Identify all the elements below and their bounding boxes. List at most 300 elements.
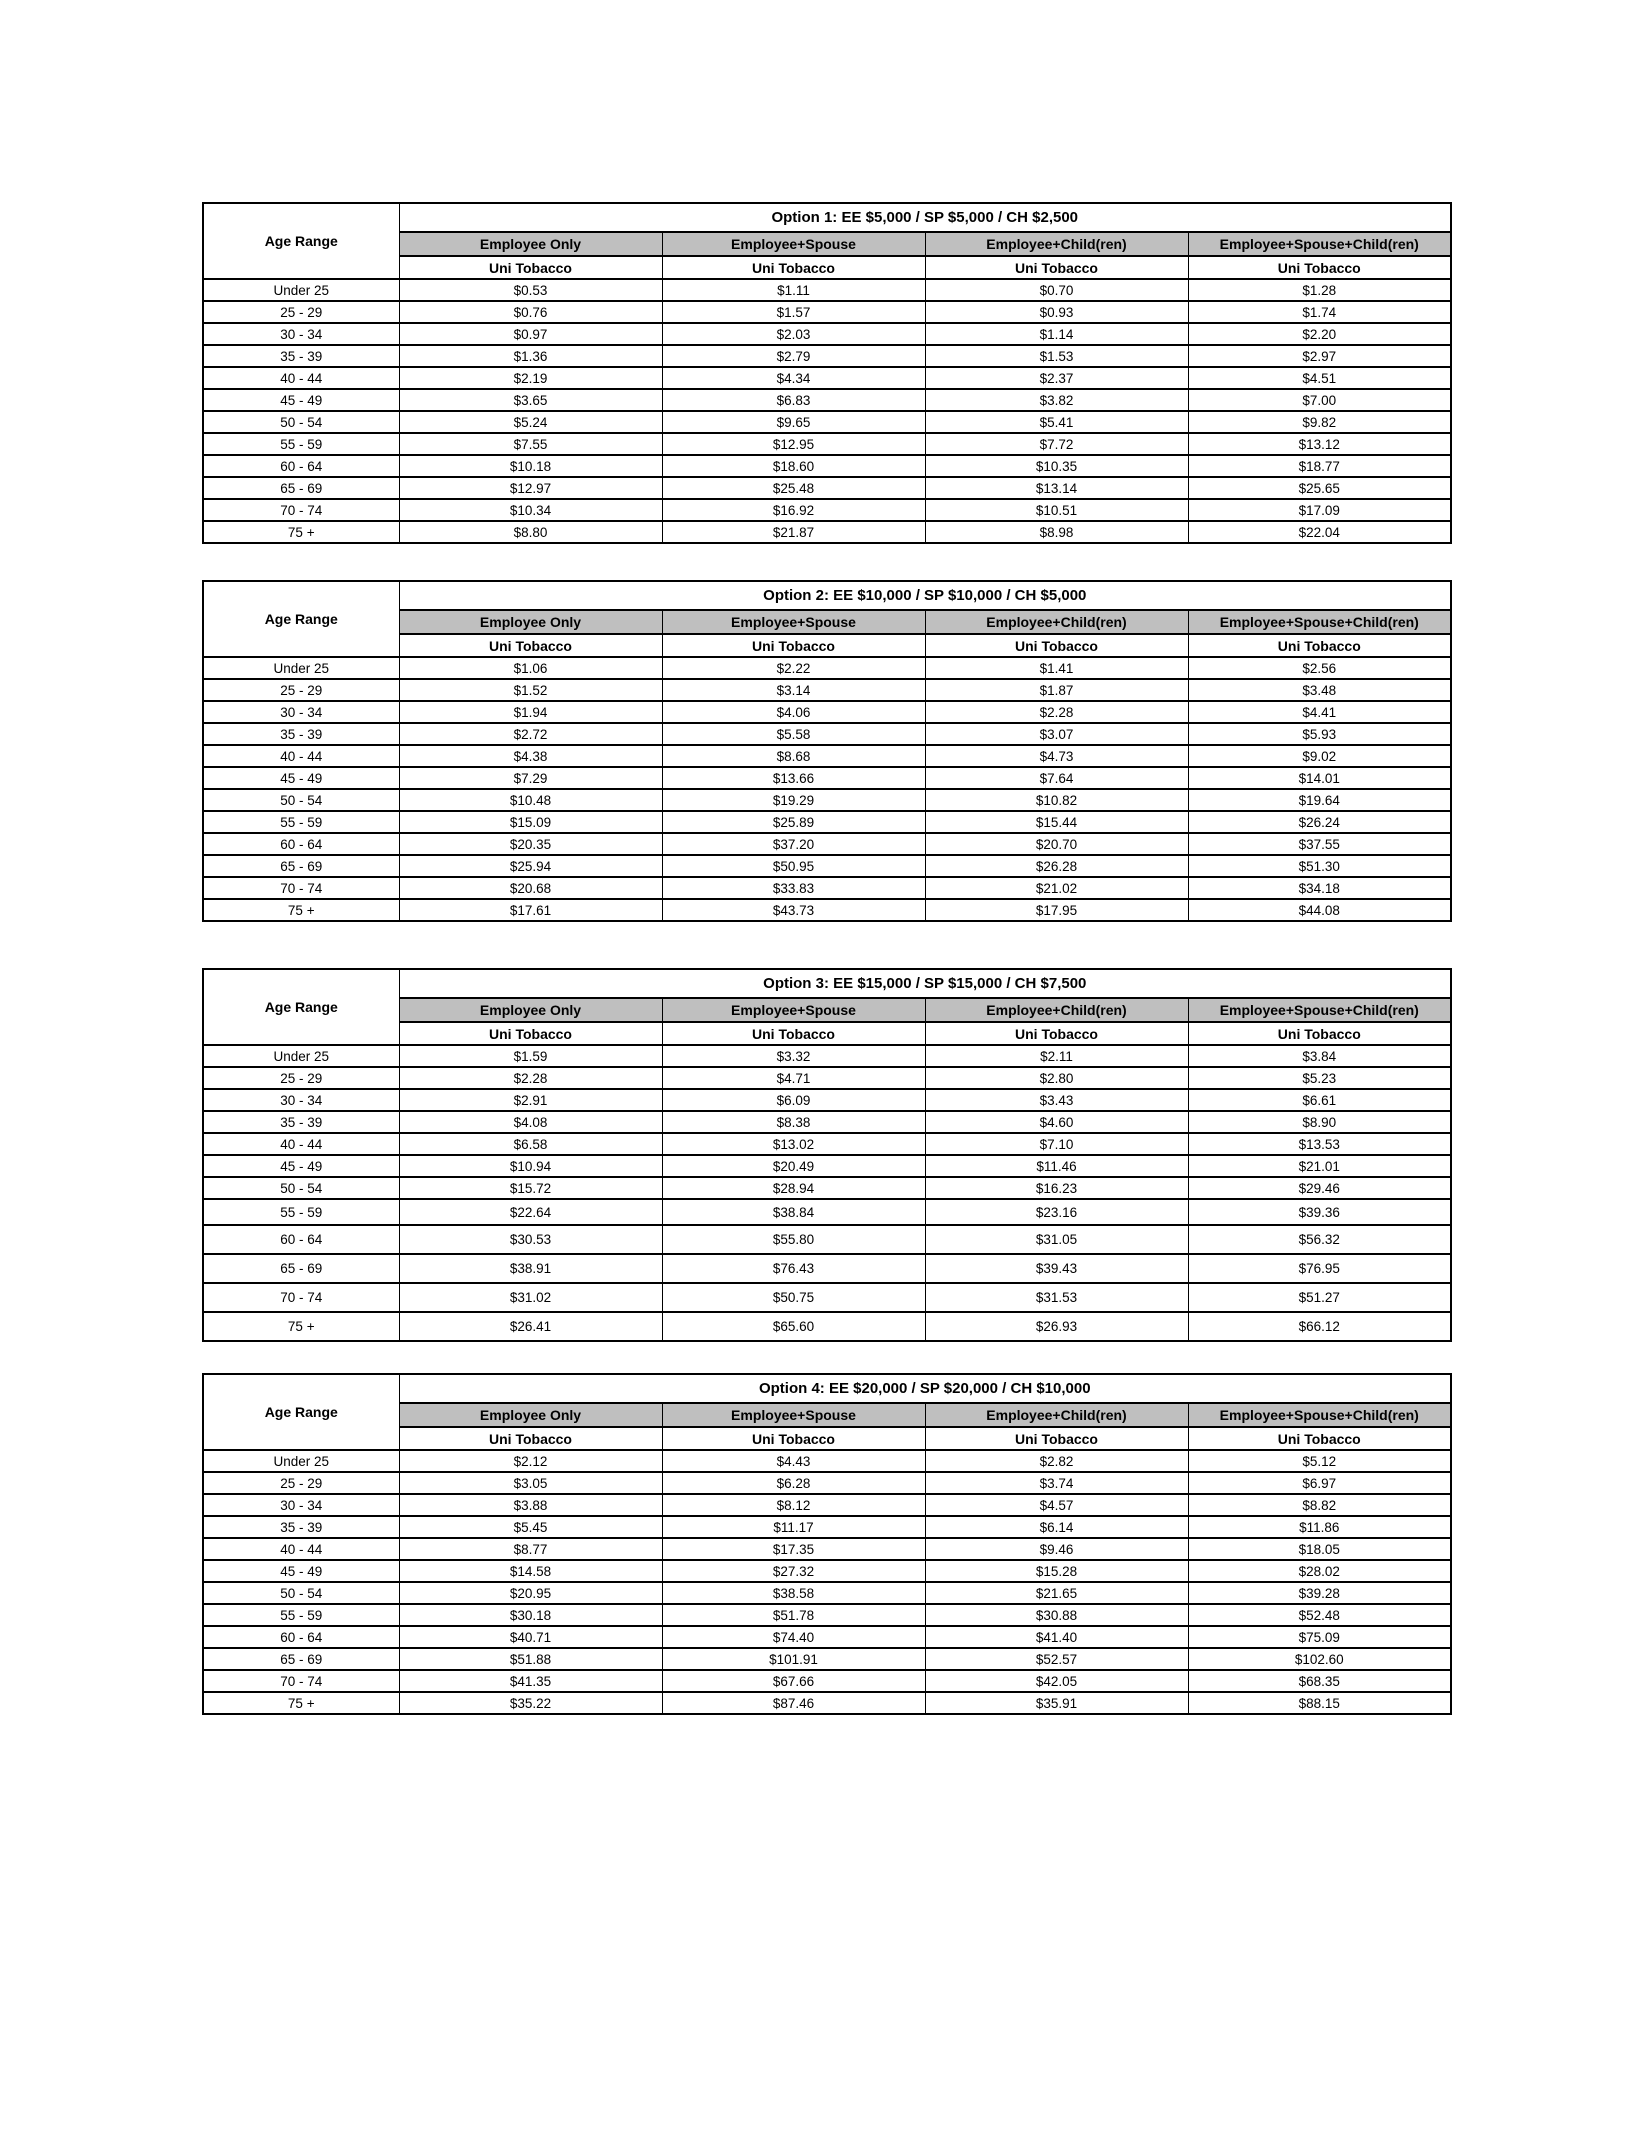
rate-cell: $4.38 [399,745,662,767]
age-range-header: Age Range [203,1374,399,1450]
rate-cell: $56.32 [1188,1225,1451,1254]
tobacco-subheader: Uni Tobacco [1188,634,1451,657]
rate-cell: $31.53 [925,1283,1188,1312]
rate-row [203,301,1451,323]
rate-cell: $39.36 [1188,1199,1451,1225]
rate-cell: $30.88 [925,1604,1188,1626]
rate-row [203,745,1451,767]
rate-cell: $20.70 [925,833,1188,855]
rate-cell: $3.84 [1188,1045,1451,1067]
rate-cell: $30.18 [399,1604,662,1626]
age-range-cell: 30 - 34 [203,1089,399,1111]
option-title: Option 3: EE $15,000 / SP $15,000 / CH $7,500 [399,969,1451,998]
rate-cell: $1.57 [662,301,925,323]
rate-cell: $2.22 [662,657,925,679]
rate-cell: $8.77 [399,1538,662,1560]
age-range-cell: 55 - 59 [203,1604,399,1626]
rate-cell: $75.09 [1188,1626,1451,1648]
rate-cell: $18.77 [1188,455,1451,477]
age-range-cell: 50 - 54 [203,411,399,433]
rate-cell: $2.79 [662,345,925,367]
rate-cell: $7.55 [399,433,662,455]
rate-row [203,1089,1451,1111]
rate-row [203,1045,1451,1067]
age-range-cell: 75 + [203,1692,399,1714]
rate-cell: $7.29 [399,767,662,789]
rate-cell: $16.92 [662,499,925,521]
rate-cell: $30.53 [399,1225,662,1254]
tier-header-employee-spouse: Employee+Spouse [662,232,925,256]
rate-cell: $6.09 [662,1089,925,1111]
rate-cell: $1.41 [925,657,1188,679]
rate-table [202,202,1452,544]
rate-row [203,367,1451,389]
age-range-cell: 55 - 59 [203,811,399,833]
rate-row [203,1670,1451,1692]
age-range-cell: Under 25 [203,1045,399,1067]
age-range-cell: 65 - 69 [203,1254,399,1283]
tier-header-employee-spouse: Employee+Spouse [662,610,925,634]
rate-cell: $10.48 [399,789,662,811]
rate-cell: $52.57 [925,1648,1188,1670]
tobacco-subheader: Uni Tobacco [399,1427,662,1450]
age-range-cell: 75 + [203,1312,399,1341]
rate-cell: $17.09 [1188,499,1451,521]
tier-header-employee-only: Employee Only [399,610,662,634]
rate-cell: $4.34 [662,367,925,389]
rate-cell: $39.28 [1188,1582,1451,1604]
rate-cell: $41.40 [925,1626,1188,1648]
age-range-cell: 30 - 34 [203,323,399,345]
rate-cell: $88.15 [1188,1692,1451,1714]
rate-cell: $76.95 [1188,1254,1451,1283]
rate-cell: $0.76 [399,301,662,323]
rate-cell: $38.84 [662,1199,925,1225]
tobacco-subheader: Uni Tobacco [1188,1427,1451,1450]
rate-cell: $20.35 [399,833,662,855]
rate-row [203,723,1451,745]
rate-row [203,679,1451,701]
rate-cell: $4.08 [399,1111,662,1133]
tier-header-employee-spouse: Employee+Spouse [662,1403,925,1427]
rate-cell: $8.98 [925,521,1188,543]
option-title-row [203,581,1451,610]
age-range-cell: 35 - 39 [203,723,399,745]
age-range-cell: 35 - 39 [203,1516,399,1538]
rate-cell: $51.30 [1188,855,1451,877]
tobacco-subheader: Uni Tobacco [399,256,662,279]
rate-cell: $9.46 [925,1538,1188,1560]
age-range-cell: 70 - 74 [203,877,399,899]
rate-cell: $40.71 [399,1626,662,1648]
age-range-cell: 25 - 29 [203,1067,399,1089]
rate-row [203,1626,1451,1648]
rate-row [203,1199,1451,1225]
rate-cell: $29.46 [1188,1177,1451,1199]
rate-cell: $1.52 [399,679,662,701]
rate-cell: $3.65 [399,389,662,411]
tier-header-employee-spouse: Employee+Spouse [662,998,925,1022]
rate-cell: $55.80 [662,1225,925,1254]
tobacco-subheader: Uni Tobacco [1188,1022,1451,1045]
rate-cell: $0.93 [925,301,1188,323]
rate-row [203,477,1451,499]
rate-cell: $41.35 [399,1670,662,1692]
rate-table-body [203,1045,1451,1341]
rate-cell: $2.12 [399,1450,662,1472]
rate-cell: $10.51 [925,499,1188,521]
tobacco-subheader: Uni Tobacco [925,256,1188,279]
rate-row [203,877,1451,899]
rate-cell: $1.74 [1188,301,1451,323]
tier-header-employee-children: Employee+Child(ren) [925,610,1188,634]
rate-cell: $35.91 [925,1692,1188,1714]
rate-cell: $37.55 [1188,833,1451,855]
age-range-cell: 30 - 34 [203,1494,399,1516]
rate-cell: $3.07 [925,723,1188,745]
rate-cell: $51.88 [399,1648,662,1670]
rate-cell: $0.97 [399,323,662,345]
rate-cell: $3.14 [662,679,925,701]
rate-row [203,1604,1451,1626]
rate-cell: $10.82 [925,789,1188,811]
rate-cell: $52.48 [1188,1604,1451,1626]
rate-row [203,1450,1451,1472]
tier-header-employee-spouse-children: Employee+Spouse+Child(ren) [1188,1403,1451,1427]
age-range-cell: 55 - 59 [203,433,399,455]
rate-table-body [203,1450,1451,1714]
age-range-cell: 35 - 39 [203,345,399,367]
rate-cell: $12.95 [662,433,925,455]
rate-cell: $1.36 [399,345,662,367]
rate-cell: $21.02 [925,877,1188,899]
rate-cell: $5.24 [399,411,662,433]
rate-cell: $2.91 [399,1089,662,1111]
option-title-row [203,969,1451,998]
age-range-cell: 70 - 74 [203,1283,399,1312]
rate-cell: $4.57 [925,1494,1188,1516]
age-range-cell: 70 - 74 [203,1670,399,1692]
age-range-cell: 60 - 64 [203,833,399,855]
rate-table-body [203,657,1451,921]
rate-cell: $50.95 [662,855,925,877]
rate-cell: $25.94 [399,855,662,877]
rate-row [203,833,1451,855]
rate-row [203,1472,1451,1494]
rate-cell: $87.46 [662,1692,925,1714]
rate-cell: $19.64 [1188,789,1451,811]
tobacco-subheader: Uni Tobacco [662,1427,925,1450]
option-title: Option 2: EE $10,000 / SP $10,000 / CH $5,000 [399,581,1451,610]
rate-cell: $1.59 [399,1045,662,1067]
rate-cell: $7.00 [1188,389,1451,411]
rate-row [203,455,1451,477]
rate-cell: $15.44 [925,811,1188,833]
rate-cell: $20.68 [399,877,662,899]
rate-cell: $39.43 [925,1254,1188,1283]
rate-cell: $51.27 [1188,1283,1451,1312]
age-range-cell: 45 - 49 [203,767,399,789]
age-range-cell: 50 - 54 [203,1582,399,1604]
rate-cell: $27.32 [662,1560,925,1582]
rate-cell: $18.05 [1188,1538,1451,1560]
tier-header-employee-spouse-children: Employee+Spouse+Child(ren) [1188,232,1451,256]
tobacco-subheader: Uni Tobacco [1188,256,1451,279]
rate-cell: $3.82 [925,389,1188,411]
age-range-header: Age Range [203,203,399,279]
age-range-cell: 65 - 69 [203,477,399,499]
age-range-cell: 45 - 49 [203,389,399,411]
rate-cell: $9.65 [662,411,925,433]
rate-row [203,811,1451,833]
rate-cell: $66.12 [1188,1312,1451,1341]
tobacco-subheader: Uni Tobacco [662,256,925,279]
rate-cell: $23.16 [925,1199,1188,1225]
rate-cell: $15.72 [399,1177,662,1199]
age-range-cell: 25 - 29 [203,679,399,701]
rate-row [203,1648,1451,1670]
tier-header-employee-only: Employee Only [399,232,662,256]
rate-cell: $42.05 [925,1670,1188,1692]
rate-row [203,1582,1451,1604]
rate-row [203,345,1451,367]
tier-header-employee-only: Employee Only [399,1403,662,1427]
rate-row [203,279,1451,301]
age-range-cell: 75 + [203,899,399,921]
rate-cell: $10.34 [399,499,662,521]
age-range-cell: 70 - 74 [203,499,399,521]
tobacco-subheader: Uni Tobacco [662,634,925,657]
rate-cell: $25.65 [1188,477,1451,499]
rate-cell: $2.19 [399,367,662,389]
rate-row [203,411,1451,433]
age-range-cell: 40 - 44 [203,1538,399,1560]
rate-row [203,701,1451,723]
rate-cell: $38.58 [662,1582,925,1604]
age-range-cell: 65 - 69 [203,1648,399,1670]
rate-row [203,1283,1451,1312]
rate-cell: $43.73 [662,899,925,921]
rate-row [203,1494,1451,1516]
rate-row [203,1312,1451,1341]
rate-cell: $0.70 [925,279,1188,301]
rate-cell: $2.11 [925,1045,1188,1067]
rate-cell: $26.24 [1188,811,1451,833]
rate-row [203,899,1451,921]
rate-cell: $2.20 [1188,323,1451,345]
rate-row [203,767,1451,789]
rate-cell: $28.02 [1188,1560,1451,1582]
rate-row [203,323,1451,345]
rate-cell: $6.28 [662,1472,925,1494]
rate-cell: $3.32 [662,1045,925,1067]
tobacco-subheader: Uni Tobacco [925,1022,1188,1045]
rate-cell: $26.41 [399,1312,662,1341]
rate-cell: $6.58 [399,1133,662,1155]
rate-table [202,1373,1452,1715]
tier-header-employee-children: Employee+Child(ren) [925,232,1188,256]
tier-header-employee-spouse-children: Employee+Spouse+Child(ren) [1188,998,1451,1022]
option-title: Option 4: EE $20,000 / SP $20,000 / CH $10,000 [399,1374,1451,1403]
rate-row [203,1560,1451,1582]
rate-table [202,968,1452,1342]
rate-cell: $5.41 [925,411,1188,433]
rate-cell: $2.82 [925,1450,1188,1472]
rate-row [203,433,1451,455]
rate-row [203,1254,1451,1283]
rate-cell: $4.71 [662,1067,925,1089]
rate-cell: $0.53 [399,279,662,301]
rate-cell: $3.43 [925,1089,1188,1111]
rate-cell: $3.48 [1188,679,1451,701]
option-title: Option 1: EE $5,000 / SP $5,000 / CH $2,500 [399,203,1451,232]
rate-cell: $19.29 [662,789,925,811]
tier-header-employee-children: Employee+Child(ren) [925,998,1188,1022]
rate-row [203,1692,1451,1714]
rate-cell: $7.72 [925,433,1188,455]
rate-cell: $1.28 [1188,279,1451,301]
rate-cell: $44.08 [1188,899,1451,921]
rate-cell: $5.58 [662,723,925,745]
rate-row [203,499,1451,521]
rate-cell: $2.03 [662,323,925,345]
rate-cell: $25.48 [662,477,925,499]
age-range-cell: 65 - 69 [203,855,399,877]
rate-cell: $7.64 [925,767,1188,789]
rate-cell: $2.97 [1188,345,1451,367]
rate-cell: $1.53 [925,345,1188,367]
rate-cell: $1.94 [399,701,662,723]
rate-cell: $2.80 [925,1067,1188,1089]
age-range-cell: 50 - 54 [203,1177,399,1199]
rate-cell: $17.61 [399,899,662,921]
rate-cell: $74.40 [662,1626,925,1648]
rate-cell: $5.93 [1188,723,1451,745]
rate-cell: $4.06 [662,701,925,723]
rate-row [203,389,1451,411]
rate-cell: $6.83 [662,389,925,411]
tobacco-subheader: Uni Tobacco [925,634,1188,657]
rate-cell: $3.74 [925,1472,1188,1494]
rate-cell: $8.12 [662,1494,925,1516]
rate-cell: $21.65 [925,1582,1188,1604]
age-range-cell: 40 - 44 [203,367,399,389]
rate-cell: $11.86 [1188,1516,1451,1538]
rate-cell: $8.68 [662,745,925,767]
rate-cell: $9.82 [1188,411,1451,433]
tobacco-subheader: Uni Tobacco [662,1022,925,1045]
tobacco-subheader: Uni Tobacco [399,634,662,657]
age-range-cell: 60 - 64 [203,455,399,477]
rate-cell: $35.22 [399,1692,662,1714]
rate-cell: $26.93 [925,1312,1188,1341]
rate-cell: $4.43 [662,1450,925,1472]
rate-cell: $3.88 [399,1494,662,1516]
rate-cell: $11.46 [925,1155,1188,1177]
age-range-cell: 40 - 44 [203,745,399,767]
rate-row [203,1538,1451,1560]
rate-row [203,521,1451,543]
rate-cell: $2.72 [399,723,662,745]
rate-cell: $33.83 [662,877,925,899]
rate-row [203,789,1451,811]
rate-cell: $18.60 [662,455,925,477]
rate-cell: $4.60 [925,1111,1188,1133]
rate-cell: $9.02 [1188,745,1451,767]
age-range-cell: 35 - 39 [203,1111,399,1133]
rate-cell: $3.05 [399,1472,662,1494]
rate-cell: $10.35 [925,455,1188,477]
rate-cell: $13.02 [662,1133,925,1155]
age-range-header: Age Range [203,581,399,657]
rate-cell: $1.87 [925,679,1188,701]
rate-cell: $16.23 [925,1177,1188,1199]
rate-row [203,1516,1451,1538]
rate-cell: $22.64 [399,1199,662,1225]
rate-cell: $31.02 [399,1283,662,1312]
rate-cell: $2.28 [399,1067,662,1089]
rate-cell: $15.09 [399,811,662,833]
rate-cell: $1.06 [399,657,662,679]
rate-row [203,1155,1451,1177]
age-range-cell: 25 - 29 [203,301,399,323]
age-range-cell: 30 - 34 [203,701,399,723]
age-range-header: Age Range [203,969,399,1045]
age-range-cell: 60 - 64 [203,1626,399,1648]
rate-cell: $101.91 [662,1648,925,1670]
rate-cell: $6.61 [1188,1089,1451,1111]
rate-table-body [203,279,1451,543]
age-range-cell: 25 - 29 [203,1472,399,1494]
rate-cell: $65.60 [662,1312,925,1341]
rate-cell: $5.45 [399,1516,662,1538]
rate-cell: $20.95 [399,1582,662,1604]
rate-cell: $37.20 [662,833,925,855]
rate-cell: $28.94 [662,1177,925,1199]
rate-cell: $2.56 [1188,657,1451,679]
rate-cell: $6.14 [925,1516,1188,1538]
age-range-cell: 40 - 44 [203,1133,399,1155]
rate-cell: $4.73 [925,745,1188,767]
tobacco-subheader: Uni Tobacco [925,1427,1188,1450]
rate-cell: $8.90 [1188,1111,1451,1133]
tier-header-employee-only: Employee Only [399,998,662,1022]
rate-cell: $25.89 [662,811,925,833]
rate-cell: $4.41 [1188,701,1451,723]
rate-cell: $4.51 [1188,367,1451,389]
rate-cell: $13.53 [1188,1133,1451,1155]
rate-cell: $76.43 [662,1254,925,1283]
age-range-cell: 45 - 49 [203,1155,399,1177]
rate-cell: $68.35 [1188,1670,1451,1692]
rate-cell: $8.38 [662,1111,925,1133]
rate-tables-document [202,202,1450,1715]
rate-cell: $102.60 [1188,1648,1451,1670]
age-range-cell: 50 - 54 [203,789,399,811]
rate-row [203,855,1451,877]
rate-cell: $13.14 [925,477,1188,499]
rate-cell: $17.35 [662,1538,925,1560]
rate-cell: $8.82 [1188,1494,1451,1516]
tier-header-employee-spouse-children: Employee+Spouse+Child(ren) [1188,610,1451,634]
rate-cell: $22.04 [1188,521,1451,543]
rate-row [203,1133,1451,1155]
rate-cell: $20.49 [662,1155,925,1177]
rate-cell: $67.66 [662,1670,925,1692]
rate-row [203,1177,1451,1199]
rate-row [203,1111,1451,1133]
rate-cell: $13.12 [1188,433,1451,455]
